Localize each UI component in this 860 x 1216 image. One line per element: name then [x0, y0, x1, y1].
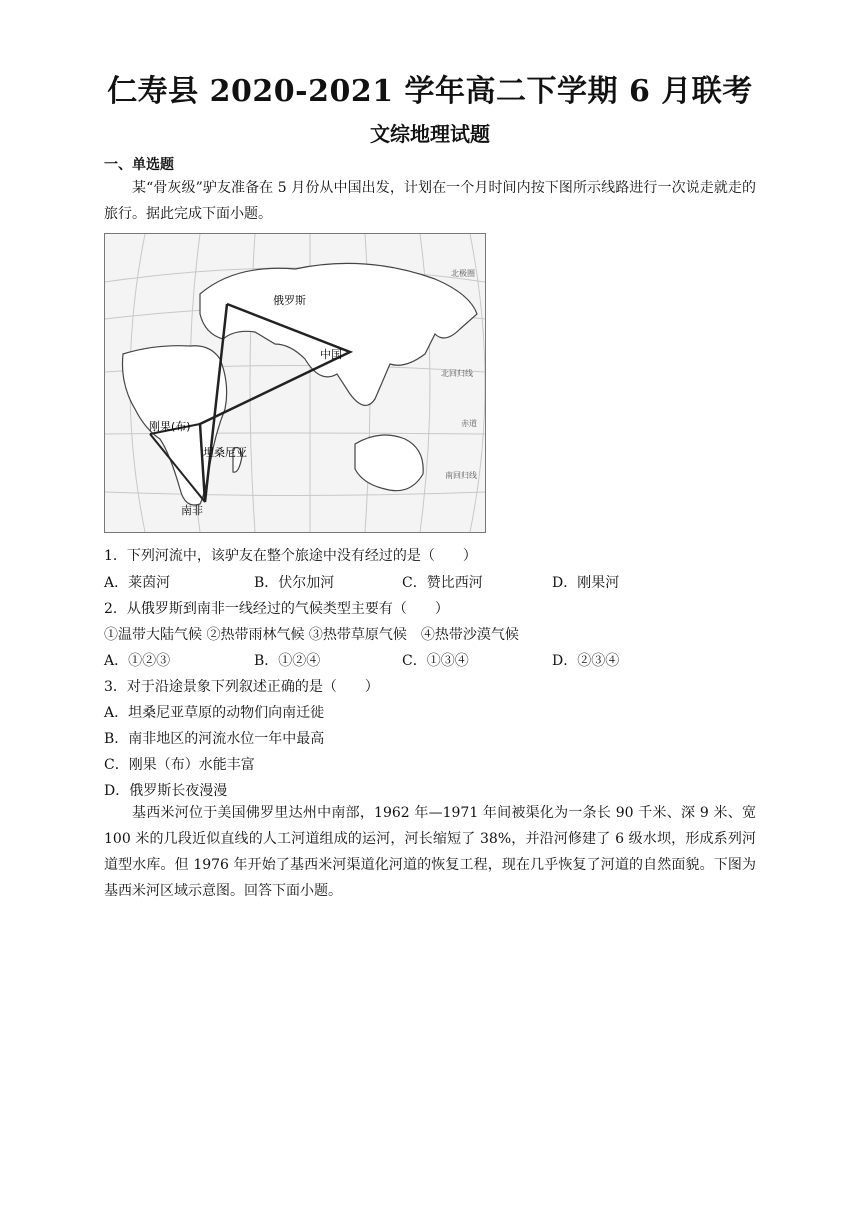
question-2-note: ①温带大陆气候 ②热带雨林气候 ③热带草原气候 ④热带沙漠气候	[104, 627, 519, 643]
q3-option-b: B．南非地区的河流水位一年中最高	[104, 731, 325, 747]
passage-2: 基西米河位于美国佛罗里达州中南部，1962 年—1971 年间被渠化为一条长 90 千米、深 9 米、宽 100 米的几段近似直线的人工河道组成的运河，河长缩短了 38%，并沿河修建了 6 级水坝，形成系列河道型水库。但 1976 年开始了基西米河渠道化河道的恢复工程，现在几乎恢复了河道的自然面貌。下图为基西米河区域示意图。回答下面小题。	[104, 805, 756, 899]
q2-option-b: B．①②④	[254, 653, 321, 669]
question-2-stem: 2．从俄罗斯到南非一线经过的气候类型主要有（ ）	[104, 601, 449, 617]
question-3-stem: 3．对于沿途景象下列叙述正确的是（ ）	[104, 679, 379, 695]
q2-option-a: A．①②③	[104, 653, 171, 669]
label-russia: 俄罗斯	[273, 294, 306, 307]
label-arctic-circle: 北极圈	[451, 269, 475, 278]
label-south-africa: 南非	[181, 504, 203, 517]
q1-option-a: A．莱茵河	[104, 575, 171, 591]
question-1-stem: 1．下列河流中，该驴友在整个旅途中没有经过的是（ ）	[104, 548, 477, 564]
route-map	[104, 233, 486, 533]
q3-option-a: A．坦桑尼亚草原的动物们向南迁徙	[104, 705, 325, 721]
q3-option-c: C．刚果（布）水能丰富	[104, 757, 255, 773]
page-subtitle: 文综地理试题	[370, 122, 490, 146]
page-title: 仁寿县 2020-2021 学年高二下学期 6 月联考	[107, 74, 753, 109]
q1-option-c: C．赞比西河	[402, 575, 483, 591]
q1-option-b: B．伏尔加河	[254, 575, 335, 591]
q2-option-c: C．①③④	[402, 653, 469, 669]
label-equator: 赤道	[461, 419, 477, 428]
label-tropic-cancer: 北回归线	[441, 369, 473, 378]
label-china: 中国	[320, 348, 342, 361]
q3-option-d: D．俄罗斯长夜漫漫	[104, 783, 228, 799]
intro-paragraph: 某“骨灰级”驴友准备在 5 月份从中国出发，计划在一个月时间内按下图所示线路进行一次说走就走的旅行。据此完成下面小题。	[104, 180, 756, 222]
label-tropic-capricorn: 南回归线	[445, 471, 477, 480]
section-heading: 一、单选题	[104, 157, 174, 173]
route-map-svg	[105, 234, 485, 532]
label-tanzania: 坦桑尼亚	[203, 446, 247, 459]
q2-option-d: D．②③④	[552, 653, 620, 669]
label-congo: 刚果(布)	[149, 420, 191, 433]
q1-option-d: D．刚果河	[552, 575, 620, 591]
